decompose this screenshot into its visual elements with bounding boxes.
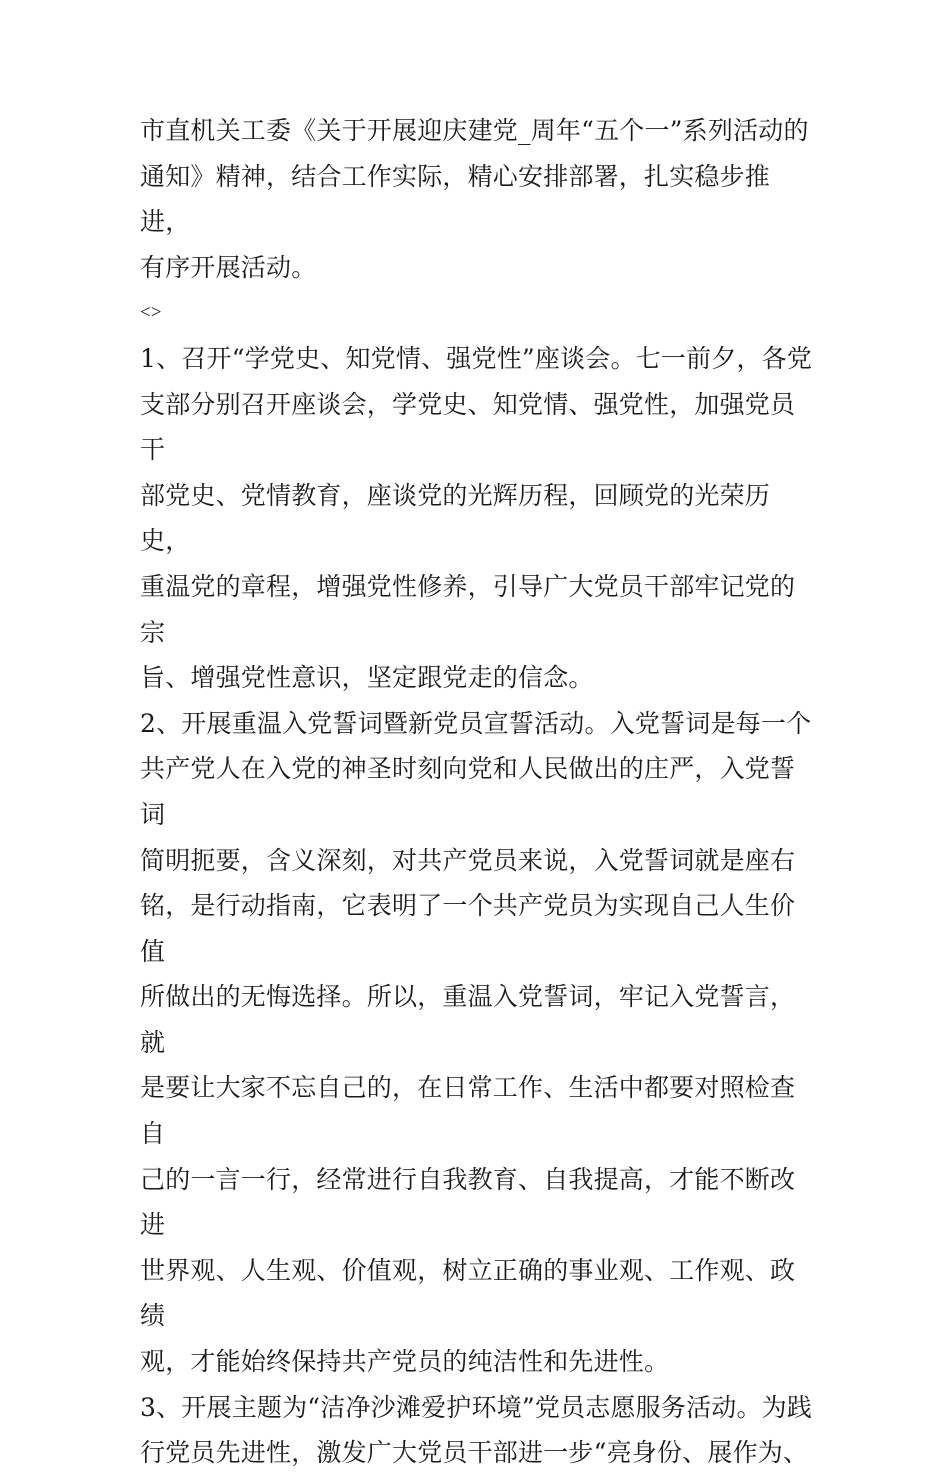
section-marker: <> xyxy=(140,302,162,324)
item-2-paragraph: 2、开展重温入党誓词暨新党员宣誓活动。入党誓词是每一个 共产党人在入党的神圣时刻向党和人民做出的庄严，入党誓词 简明扼要，含义深刻，对共产党员来说，入党誓词就是座右 铭，是行动指南，它表明了一个共产党员为实现自己人生价值 所做出的无悔选择。所以，重温入党誓词，牢记入党誓言，就 是要让大家不忘自己的，在日常工作、生活中都要对照检查自 己的一言一行，经常进行自我教育、自我提高，才能不断改进 世界观、人生观、价值观，树立正确的事业观、工作观、政绩 观，才能始终保持共产党员的纯洁性和先进性。 xyxy=(140,708,812,1377)
item-3-paragraph: 3、开展主题为“洁净沙滩爱护环境”党员志愿服务活动。为践 行党员先进性，激发广大党员干部进一步“亮身份、展作为、 xyxy=(140,1392,813,1468)
intro-paragraph: 市直机关工委《关于开展迎庆建党_周年“五个一”系列活动的 通知》精神，结合工作实际，精心安排部署，扎实稳步推进， 有序开展活动。 xyxy=(140,116,809,282)
item-1-paragraph: 1、召开“学党史、知党情、强党性”座谈会。七一前夕，各党 支部分别召开座谈会，学党史、知党情、强党性，加强党员干 部党史、党情教育，座谈党的光辉历程，回顾党的光荣历史， 重温党的章程，增强党性修养，引导广大党员干部牢记党的宗 旨、增强党性意识，坚定跟党走的信念。 xyxy=(140,343,813,693)
document-body xyxy=(140,108,820,1476)
